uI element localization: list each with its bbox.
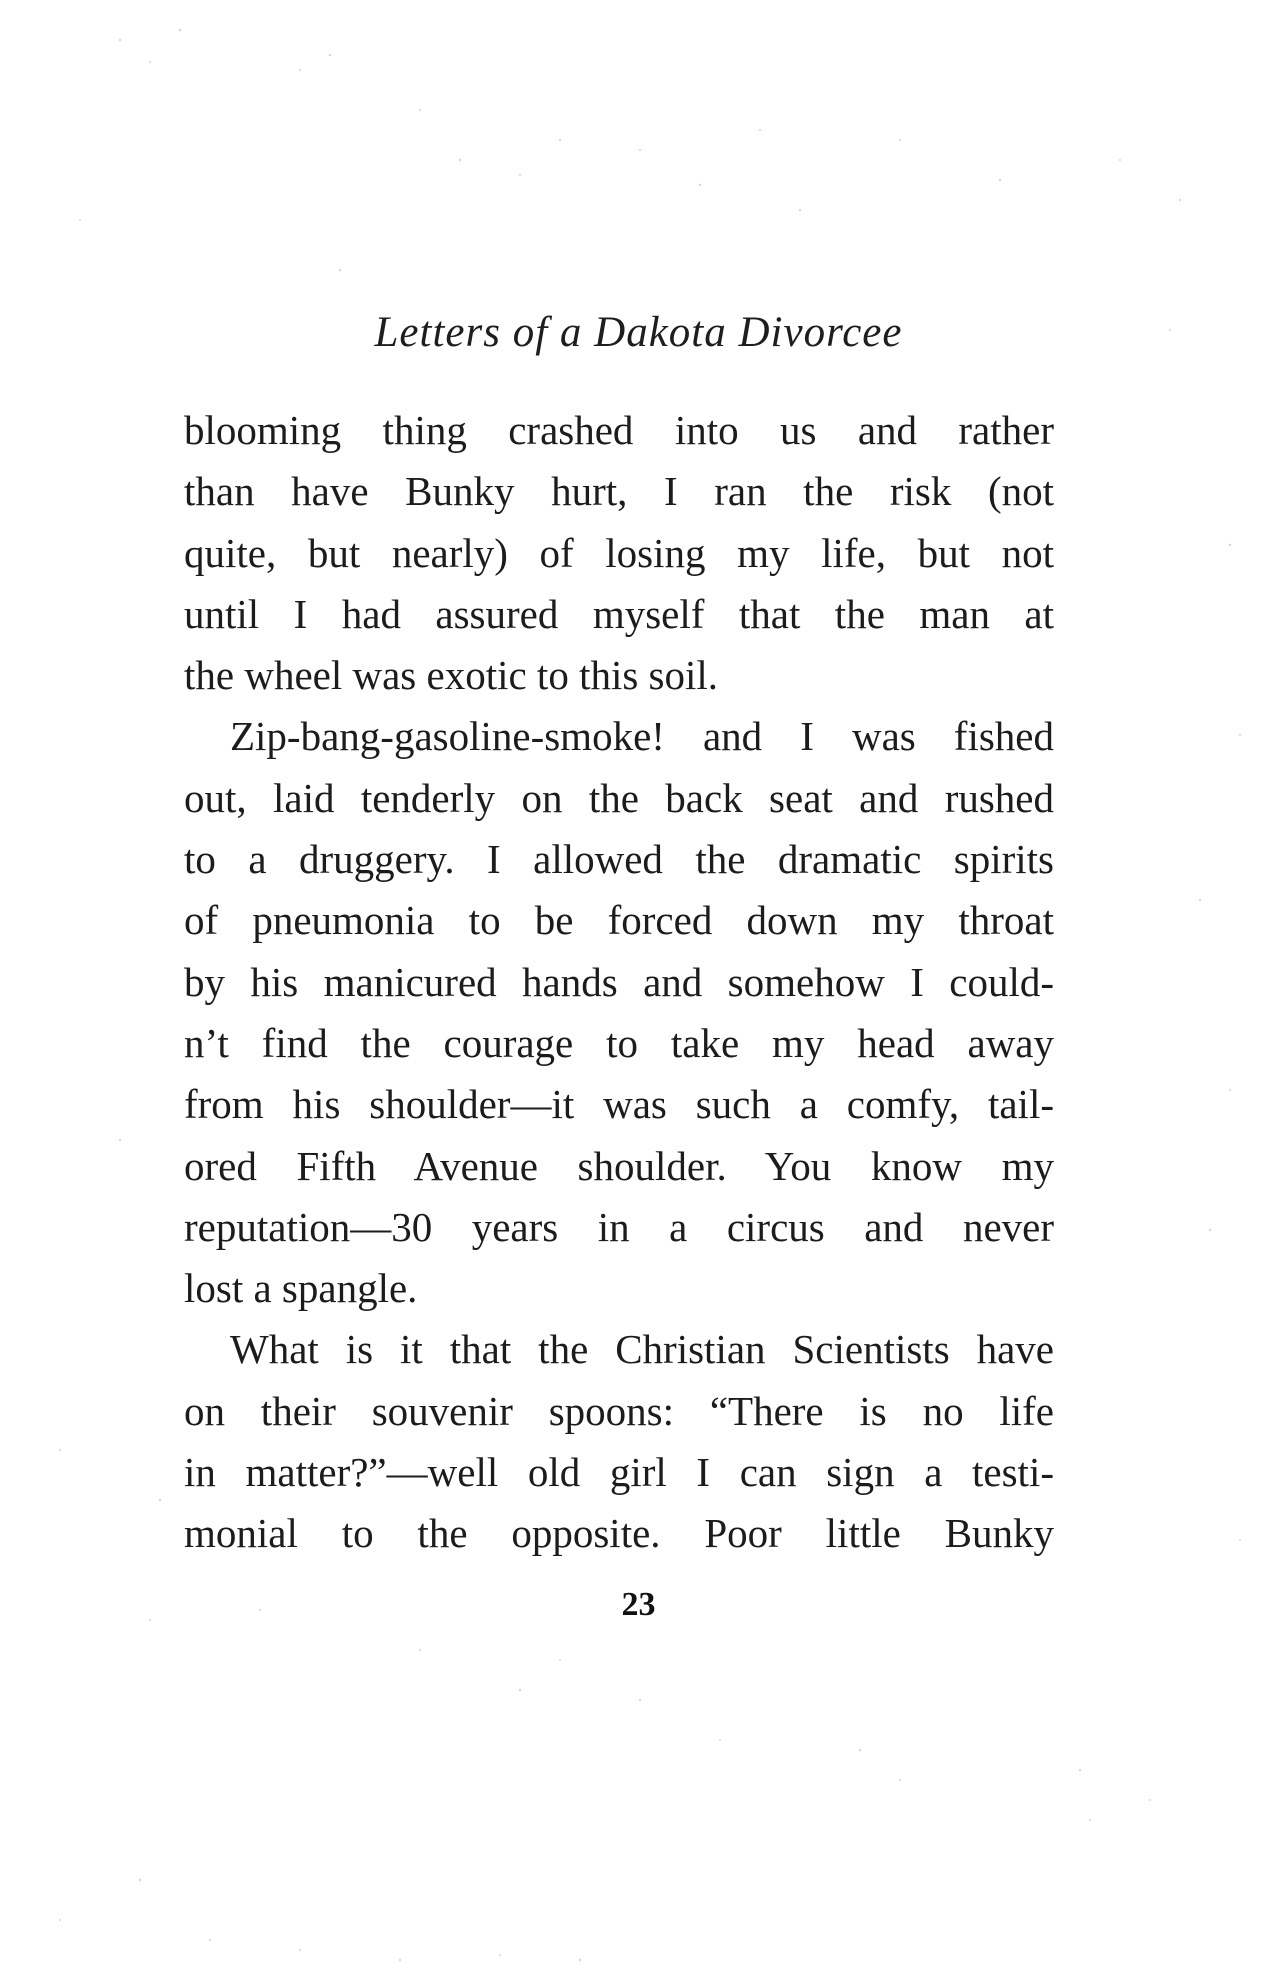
paragraph (184, 706, 1054, 1319)
text-line: until I had assured myself that the man at (184, 590, 1054, 637)
text-line: on their souvenir spoons: “There is no life (184, 1387, 1054, 1434)
text-line: by his manicured hands and somehow I could- (184, 958, 1054, 1005)
text-line: to a druggery. I allowed the dramatic spirits (184, 836, 1054, 883)
text-line: Zip-bang-gasoline-smoke! and I was fished (230, 713, 1054, 760)
text-line: ored Fifth Avenue shoulder. You know my (184, 1142, 1054, 1189)
text-line: than have Bunky hurt, I ran the risk (not (184, 468, 1054, 515)
running-head: Letters of a Dakota Divorcee (374, 309, 903, 356)
body-text (184, 400, 1054, 1565)
text-line: blooming thing crashed into us and rather (184, 407, 1054, 453)
paragraph (184, 400, 1054, 706)
text-line: What is it that the Christian Scientists have (230, 1326, 1054, 1373)
page-number: 23 (621, 1586, 656, 1623)
text-line: of pneumonia to be forced down my throat (184, 897, 1054, 944)
text-line: quite, but nearly) of losing my life, but not (184, 529, 1054, 576)
text-line: reputation—30 years in a circus and never (184, 1203, 1054, 1250)
text-line: monial to the opposite. Poor little Bunky (184, 1510, 1054, 1557)
text-line: lost a spangle. (184, 1265, 418, 1312)
text-line: in matter?”—well old girl I can sign a testi- (184, 1449, 1054, 1496)
text-line: from his shoulder—it was such a comfy, tail- (184, 1081, 1054, 1128)
paragraph (184, 1319, 1054, 1564)
text-line: n’t find the courage to take my head away (184, 1019, 1054, 1066)
text-line: the wheel was exotic to this soil. (184, 652, 719, 699)
text-line: out, laid tenderly on the back seat and rushed (184, 774, 1054, 821)
